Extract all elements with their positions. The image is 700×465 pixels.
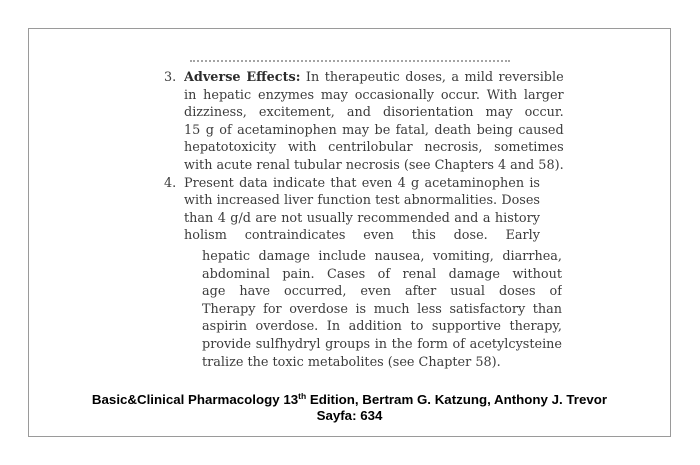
textbook-excerpt-bottom <box>202 248 562 371</box>
text-line: age have occurred, even after usual doses of <box>202 284 562 300</box>
cropped-text-line <box>190 60 510 66</box>
text-line: in hepatic enzymes may occasionally occur. With larger <box>184 87 564 103</box>
text-line: hepatic damage include nausea, vomiting, diarrhea, <box>202 249 562 264</box>
text-line: than 4 g/d are not usually recommended and a history <box>184 210 540 226</box>
item-number: 3. <box>164 70 177 85</box>
citation-title: Basic&Clinical Pharmacology 13th Edition, Bertram G. Katzung, Anthony J. Trevor <box>91 391 608 407</box>
text-line: provide sulfhydryl groups in the form of acetylcysteine <box>202 336 562 352</box>
item-number: 4. <box>164 175 177 191</box>
text-line: with increased liver function test abnormalities. Doses <box>184 193 540 209</box>
list-item-adverse-effects <box>164 69 564 175</box>
textbook-excerpt-top <box>164 60 564 245</box>
text-line: tralize the toxic metabolites (see Chapter 58). <box>202 354 501 370</box>
source-citation <box>28 392 671 424</box>
edition-superscript: th <box>298 391 307 401</box>
item-heading: Adverse Effects: <box>184 70 301 85</box>
text-line: hepatotoxicity with centrilobular necrosis, sometimes <box>184 140 564 156</box>
text-line: aspirin overdose. In addition to supportive therapy, <box>202 319 562 335</box>
text-line: 15 g of acetaminophen may be fatal, death being caused <box>184 122 564 138</box>
text-line: with acute renal tubular necrosis (see Chapters 4 and 58). <box>184 157 564 173</box>
citation-page: Sayfa: 634 <box>316 408 383 423</box>
text-line: abdominal pain. Cases of renal damage without <box>202 266 562 282</box>
text-line: Adverse Effects: In therapeutic doses, a mild reversible <box>184 70 564 85</box>
list-item-liver-function <box>164 175 540 245</box>
text-line: holism contraindicates even this dose. Early <box>184 228 540 244</box>
text-line: Present data indicate that even 4 g acetaminophen is <box>184 175 540 191</box>
text-line: Therapy for overdose is much less satisfactory than <box>202 301 562 317</box>
text-line: dizziness, excitement, and disorientation may occur. <box>184 105 564 121</box>
